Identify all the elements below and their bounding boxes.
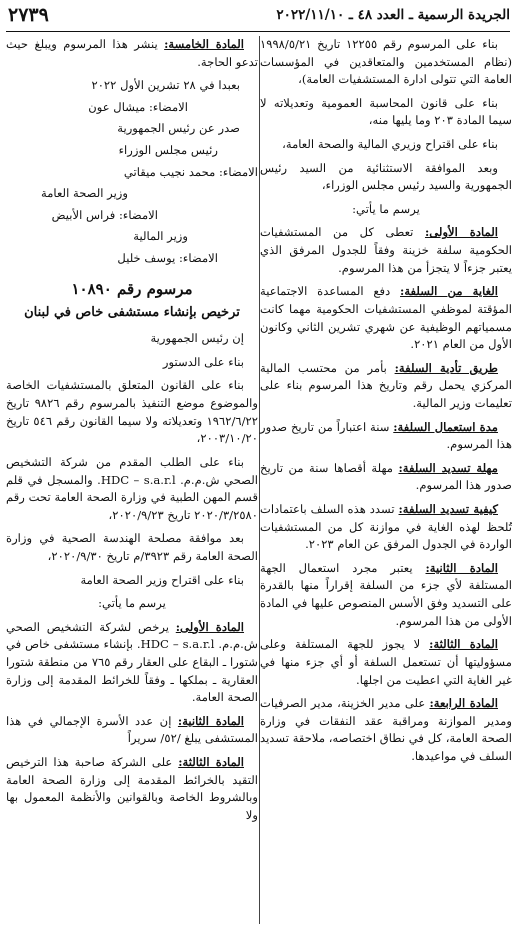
article-text: سنة اعتباراً من تاريخ صدور هذا المرسوم. [260,419,512,452]
article-label: الغاية من السلفة: [400,284,498,299]
left-column [6,36,258,830]
article-text: يرخص لشركة التشخيص الصحي ش.م.م. HDC – s.a.r.l. بإنشاء مستشفى خاص في شتورا ـ البقاع على العقار رقم ٧٦٥ من منطقة شتورا العقارية ـ بملكها ـ وفقاً للخرائط المقدمة إلى وزارة الصحة العامة. [6,619,258,705]
article-1 [260,224,512,277]
article-text: على مدير الخزينة، مدير الصرفيات ومدير الموازنة ومراقبة عقد النفقات في وزارة الصحة العامة، كل في نطاق اختصاصه، ملاحقة تسديد السلف في مواعيدها. [260,696,512,763]
article-label: المادة الأولى: [175,619,245,634]
paragraph: وبعد الموافقة الاستثنائية من السيد رئيس الجمهورية والسيد رئيس مجلس الوزراء، [260,160,512,193]
article-label: مهلة تسديد السلفة: [398,460,498,475]
issued-by-line: صدر عن رئيس الجمهورية [117,121,240,136]
article-label: كيفية تسديد السلفة: [398,502,498,517]
signature-block [6,77,258,267]
article-1 [6,619,258,707]
paragraph: بناء على قانون المحاسبة العمومية وتعديلاته لا سيما المادة ٢٠٣ وما يليها منه، [260,95,512,128]
article-text: على الشركة صاحبة هذا الترخيص التقيد بالخرائط المقدمة إلى وزارة الصحة العامة وبالشروط الخاصة وبالقوانين والأنظمة المعمول بها ولا [6,755,258,822]
paragraph: بناء على القانون المتعلق بالمستشفيات الخاصة والموضوع موضع التنفيذ بالمرسوم رقم ٩٨٢٦ تاريخ ١٩٦٢/٦/٢٢ وتعديلاته ولا سيما القانون رقم ٥٤٦ تاريخ ٢٠٠٣/١٠/٢٠، [6,378,258,446]
article-label: المادة الثانية: [425,560,498,575]
decree-subtitle: ترخيص بإنشاء مستشفى خاص في لبنان [24,304,240,320]
article-text: تعطى كل من المستشفيات الحكومية سلفة خزينة وفقاً للجدول المرفق الذي يعتبر جزءاً لا يتجزأ من هذا المرسوم. [260,225,512,275]
article-3 [6,754,258,824]
page-header [6,4,510,30]
right-column [260,36,512,772]
paragraph: بعد موافقة مصلحة الهندسة الصحية في وزارة الصحة العامة رقم ٣٩٢٣/م تاريخ ٢٠٢٠/٩/٣٠، [6,531,258,563]
decree-title: مرسوم رقم ١٠٨٩٠ [71,279,193,298]
article-text: ينشر هذا المرسوم ويبلغ حيث تدعو الحاجة. [6,37,258,69]
paragraph: بناء على الدستور [162,354,244,369]
article-how [260,501,512,554]
article-repay [260,460,512,495]
article-text: لا يجوز للجهة المستلفة وعلى مسؤوليتها أن تستعمل السلفة أو أي جزء منها في غير الغاية التي اعطيت من اجلها. [260,637,512,687]
article-label: المادة الثالثة: [429,637,498,652]
article-3 [260,636,512,689]
article-method [260,360,512,413]
article-5 [6,36,258,71]
article-2 [6,713,258,748]
signature-line: الامضاء: ميشال عون [88,99,188,114]
pm-title: رئيس مجلس الوزراء [118,143,218,158]
paragraph: بناء على اقتراح وزير الصحة العامة [80,572,244,587]
article-text: تسدد هذه السلف باعتمادات تُلحظ لهذه الغاية في موازنة كل من المستشفيات الواردة في الجدول المرفق عن العام ٢٠٢٣. [260,502,512,552]
page-number: ٢٧٣٩ [8,4,49,26]
article-label: المادة الخامسة: [164,37,244,51]
signature-line: الامضاء: يوسف خليل [117,251,218,266]
paragraph: بناء على اقتراح وزيري المالية والصحة العامة، [282,137,498,152]
article-label: المادة الثالثة: [178,755,244,770]
minister-title: وزير المالية [133,229,188,244]
article-4 [260,695,512,765]
article-label: المادة الأولى: [424,225,498,240]
article-label: طريق تأدية السلفة: [394,360,498,375]
paragraph: بناء على الطلب المقدم من شركة التشخيص الصحي ش.م.م. HDC – s.a.r.l. والمسجل في قلم قسم المهن الطبية في وزارة الصحة العامة تحت رقم ٢٠٢٠/٣/٢٥٨٠ تاريخ ٢٠٢٠/٩/٢٣، [6,454,258,522]
article-text: دفع المساعدة الاجتماعية المؤقتة لموظفي المستشفيات الحكومية مهما كانت مسمياتهم الوظيفية عن شهري تشرين الثاني وكانون الأول من العام ٢٠٢١. [260,284,512,352]
article-label: المادة الرابعة: [429,696,498,711]
signature-line: الامضاء: فراس الأبيض [51,207,158,222]
header-rule [6,31,510,32]
article-usage [260,419,512,454]
article-text: مهلة أقصاها سنة من تاريخ صدور هذا المرسوم. [260,460,512,493]
paragraph: بناء على المرسوم رقم ١٢٢٥٥ تاريخ ١٩٩٨/٥/٢١ (نظام المستخدمين والمتعاقدين في المؤسسات العامة التي تتولى ادارة المستشفيات العامة)، [260,37,512,87]
running-head: الجريدة الرسمية ـ العدد ٤٨ ـ ٢٠٢٢/١١/١٠ [276,7,510,23]
minister-title: وزير الصحة العامة [40,186,128,201]
article-text: بأمر من محتسب المالية المركزي يحمل رقم وتاريخ هذا المرسوم بناء على تعليمات وزير المالية. [260,360,512,410]
decree-clause: يرسم ما يأتي: [352,201,420,216]
article-label: مدة استعمال السلفة: [393,419,498,434]
article-goal [260,283,512,353]
article-2 [260,560,512,630]
paragraph: إن رئيس الجمهورية [150,331,244,346]
article-label: المادة الثانية: [177,713,244,728]
decree-clause: يرسم ما يأتي: [98,596,166,611]
article-text: إن عدد الأسرة الإجمالي في هذا المستشفى يبلغ /٥٢/ سريراً [6,713,258,746]
signature-line: الامضاء: محمد نجيب ميقاتي [123,164,258,179]
date-line: بعبدا في ٢٨ تشرين الأول ٢٠٢٢ [91,78,240,93]
article-text: يعتبر مجرد استعمال الجهة المستلفة لأي جزء من السلفة إقراراً منها بالقدرة على التسديد وفق الأسس المنصوص عليها في المادة الأولى من هذا المرسوم. [260,560,512,628]
